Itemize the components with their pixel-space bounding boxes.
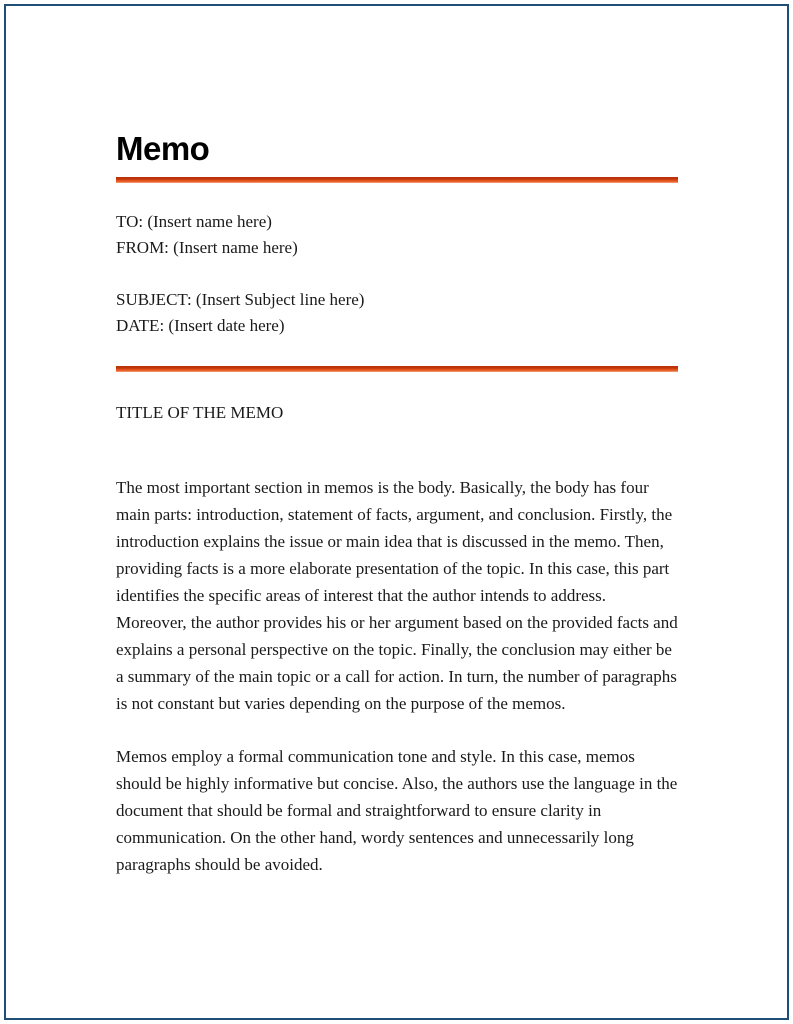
field-to: TO: (Insert name here) [116,212,272,231]
document-content [116,0,678,895]
accent-rule-top [116,177,678,183]
field-subject: SUBJECT: (Insert Subject line here) [116,290,365,309]
field-date: DATE: (Insert date here) [116,316,285,335]
memo-header-fields [116,209,678,339]
accent-rule-middle [116,366,678,372]
field-spacer [116,261,678,287]
body-paragraph: Memos employ a formal communication tone and style. In this case, memos should be highly informative but concise. Also, the authors use the language in the document that should be formal and straightforward to ensure clarity in communication. On the other hand, wordy sentences and unnecessarily long paragraphs should be avoided. [116,747,678,874]
body-paragraph: The most important section in memos is the body. Basically, the body has four main parts: introduction, statement of facts, argument, and conclusion. Firstly, the introduction explains the issue or main idea that is discussed in the memo. Then, providing facts is a more elaborate presentation of the topic. In this case, this part identifies the specific areas of interest that the author intends to address. Moreover, the author provides his or her argument based on the provided facts and explains a personal perspective on the topic. Finally, the conclusion may either be a summary of the main topic or a call for action. In turn, the number of paragraphs is not constant but varies depending on the purpose of the memos. [116,478,678,713]
memo-body-title: TITLE OF THE MEMO [116,403,284,422]
page-title: Memo [116,130,210,167]
field-from: FROM: (Insert name here) [116,238,298,257]
